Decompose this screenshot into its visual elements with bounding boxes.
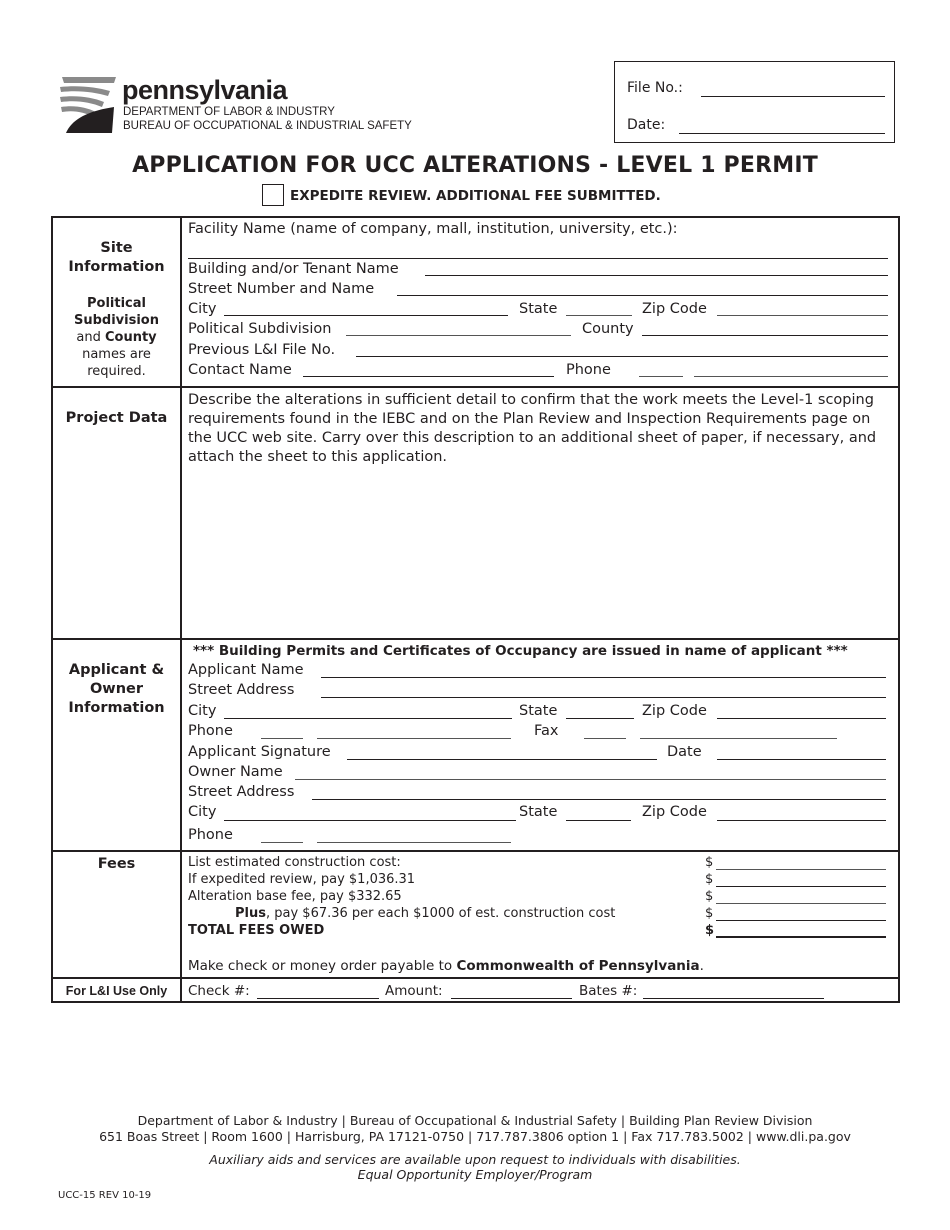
- application-form: [51, 216, 900, 1003]
- bates-number-field[interactable]: [643, 998, 824, 999]
- political-subdivision-field[interactable]: [346, 335, 571, 336]
- owner-zip-label: Zip Code: [642, 804, 707, 820]
- department-name: DEPARTMENT OF LABOR & INDUSTRY: [123, 106, 335, 118]
- applicant-zip-label: Zip Code: [642, 703, 707, 719]
- dollar-sign: $: [705, 855, 714, 870]
- project-section-label: Project Data: [65, 410, 168, 426]
- section-divider: [53, 850, 898, 852]
- county-field[interactable]: [642, 335, 888, 336]
- file-no-field[interactable]: [627, 80, 887, 100]
- file-info-box: [614, 61, 895, 143]
- applicant-signature-label: Applicant Signature: [188, 744, 331, 760]
- owner-city-label: City: [188, 804, 217, 820]
- owner-street-field[interactable]: [312, 799, 886, 800]
- payable-to-note: Make check or money order payable to Commonwealth of Pennsylvania.: [188, 958, 704, 974]
- political-subdivision-label: Political Subdivision: [188, 321, 332, 337]
- check-number-field[interactable]: [257, 998, 379, 999]
- base-fee-field[interactable]: [716, 903, 886, 904]
- contact-phone-field[interactable]: [694, 376, 888, 377]
- applicant-notice: *** Building Permits and Certificates of Occupancy are issued in name of applicant ***: [193, 643, 848, 659]
- form-number: UCC-15 REV 10-19: [58, 1190, 152, 1201]
- owner-street-label: Street Address: [188, 784, 295, 800]
- office-use-label: For L&I Use Only: [65, 984, 168, 998]
- footer-eoe-note: Equal Opportunity Employer/Program: [357, 1167, 593, 1182]
- footer-address-info: 651 Boas Street | Room 1600 | Harrisburg, PA 17121-0750 | 717.787.3806 option 1 | Fax 717.783.5002 | www.dli.pa.gov: [99, 1129, 851, 1144]
- date-line: [679, 133, 885, 134]
- brand-wordmark: pennsylvania: [122, 75, 288, 105]
- expedite-fee-field[interactable]: [716, 886, 886, 887]
- applicant-date-field[interactable]: [717, 759, 886, 760]
- file-no-line: [701, 96, 885, 97]
- dollar-sign: $: [705, 889, 714, 904]
- applicant-phone-label: Phone: [188, 723, 233, 739]
- applicant-signature-field[interactable]: [347, 759, 657, 760]
- fee-construction-cost-label: List estimated construction cost:: [188, 855, 401, 870]
- site-section-label: Site Information: [68, 240, 165, 275]
- site-city-label: City: [188, 301, 217, 317]
- section-divider: [53, 386, 898, 388]
- fee-base-label: Alteration base fee, pay $332.65: [188, 889, 402, 904]
- bates-number-label: Bates #:: [579, 983, 638, 999]
- applicant-state-label: State: [519, 703, 558, 719]
- expedite-label: EXPEDITE REVIEW. ADDITIONAL FEE SUBMITTED.: [290, 188, 661, 204]
- dollar-sign: $: [705, 923, 715, 938]
- applicant-phone-area-field[interactable]: [261, 738, 303, 739]
- applicant-city-label: City: [188, 703, 217, 719]
- date-label: Date:: [627, 117, 666, 133]
- site-zip-label: Zip Code: [642, 301, 707, 317]
- dollar-sign: $: [705, 906, 714, 921]
- applicant-fax-area-field[interactable]: [584, 738, 626, 739]
- owner-phone-area-field[interactable]: [261, 842, 303, 843]
- applicant-street-field[interactable]: [321, 697, 886, 698]
- building-tenant-field[interactable]: [425, 275, 888, 276]
- footer-accessibility-note: Auxiliary aids and services are available upon request to individuals with disabilities.: [209, 1152, 741, 1167]
- date-field[interactable]: [627, 117, 887, 137]
- owner-phone-field[interactable]: [317, 842, 511, 843]
- previous-file-field[interactable]: [356, 356, 888, 357]
- per-thousand-fee-field[interactable]: [716, 920, 886, 921]
- pennsylvania-keystone-logo: [58, 75, 120, 135]
- page-title: APPLICATION FOR UCC ALTERATIONS - LEVEL 1 PERMIT: [132, 153, 818, 178]
- total-fees-field[interactable]: [716, 936, 886, 938]
- applicant-city-field[interactable]: [224, 718, 512, 719]
- column-divider: [180, 218, 182, 1001]
- project-description-area[interactable]: [188, 473, 888, 633]
- file-no-label: File No.:: [627, 80, 683, 96]
- applicant-fax-field[interactable]: [640, 738, 837, 739]
- footer-department-info: Department of Labor & Industry | Bureau of Occupational & Industrial Safety | Building Plan Review Division: [137, 1113, 813, 1128]
- contact-name-field[interactable]: [303, 376, 554, 377]
- bureau-name: BUREAU OF OCCUPATIONAL & INDUSTRIAL SAFETY: [123, 120, 412, 132]
- fee-plus-label: Plus, pay $67.36 per each $1000 of est. construction cost: [235, 906, 616, 921]
- applicant-fax-label: Fax: [534, 723, 559, 739]
- applicant-date-label: Date: [667, 744, 702, 760]
- site-state-label: State: [519, 301, 558, 317]
- county-label: County: [582, 321, 634, 337]
- contact-phone-area-field[interactable]: [639, 376, 683, 377]
- applicant-name-label: Applicant Name: [188, 662, 304, 678]
- contact-name-label: Contact Name: [188, 362, 292, 378]
- section-divider: [53, 638, 898, 640]
- owner-name-field[interactable]: [295, 779, 886, 780]
- owner-phone-label: Phone: [188, 827, 233, 843]
- expedite-checkbox[interactable]: [262, 184, 284, 206]
- applicant-zip-field[interactable]: [717, 718, 886, 719]
- fees-section-label: Fees: [97, 856, 136, 872]
- contact-phone-label: Phone: [566, 362, 611, 378]
- facility-name-field[interactable]: [188, 258, 888, 259]
- owner-zip-field[interactable]: [717, 820, 886, 821]
- project-description-instructions: Describe the alterations in sufficient detail to confirm that the work meets the Level-1 scoping requirements found in the IEBC and on the Plan Review and Inspection Requirements page on the UCC web site. Carry over this description to an additional sheet of paper, if necessary, and attach the sheet to this application.: [188, 392, 877, 465]
- section-divider: [53, 977, 898, 979]
- site-state-field[interactable]: [566, 315, 632, 316]
- fee-total-label: TOTAL FEES OWED: [188, 923, 325, 938]
- amount-label: Amount:: [385, 983, 443, 999]
- building-tenant-label: Building and/or Tenant Name: [188, 261, 399, 277]
- owner-state-label: State: [519, 804, 558, 820]
- applicant-section-label: Applicant & Owner Information: [68, 662, 165, 716]
- site-section-note: Political Subdivision and County names are required.: [74, 296, 159, 379]
- site-city-field[interactable]: [224, 315, 508, 316]
- site-zip-field[interactable]: [717, 315, 888, 316]
- applicant-state-field[interactable]: [566, 718, 634, 719]
- owner-city-field[interactable]: [224, 820, 516, 821]
- street-number-field[interactable]: [397, 295, 888, 296]
- amount-field[interactable]: [451, 998, 572, 999]
- check-number-label: Check #:: [188, 983, 250, 999]
- construction-cost-field[interactable]: [716, 869, 886, 870]
- dollar-sign: $: [705, 872, 714, 887]
- facility-name-label: Facility Name (name of company, mall, institution, university, etc.):: [188, 221, 678, 237]
- owner-state-field[interactable]: [566, 820, 631, 821]
- owner-name-label: Owner Name: [188, 764, 283, 780]
- applicant-street-label: Street Address: [188, 682, 295, 698]
- applicant-name-field[interactable]: [321, 677, 886, 678]
- street-number-label: Street Number and Name: [188, 281, 375, 297]
- fee-expedite-label: If expedited review, pay $1,036.31: [188, 872, 416, 887]
- applicant-phone-field[interactable]: [317, 738, 511, 739]
- previous-file-label: Previous L&I File No.: [188, 342, 336, 358]
